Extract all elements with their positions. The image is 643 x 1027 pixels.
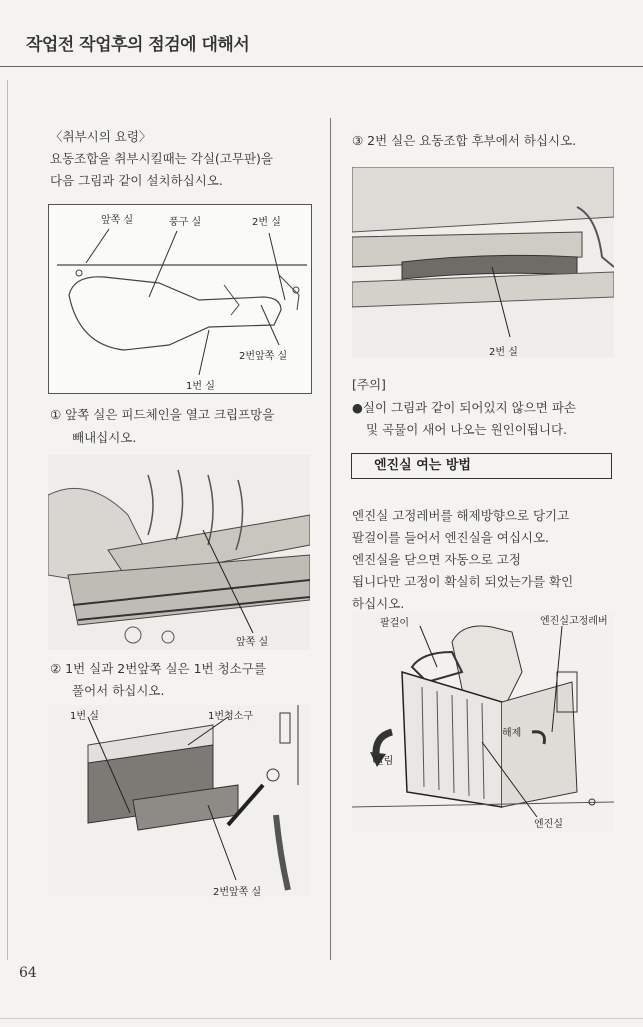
page-title: 작업전 작업후의 점검에 대해서 xyxy=(26,35,250,55)
step-1-line-2: 빼내십시오. xyxy=(72,430,137,445)
step-3-line: ③ 2번 실은 요동조합 후부에서 하십시오. xyxy=(352,133,577,148)
label-release: 해제 xyxy=(502,728,522,739)
seal-layout-diagram xyxy=(48,204,312,394)
label-lock-lever: 엔진실고정레버 xyxy=(540,616,608,627)
intro-line-2: 다음 그림과 같이 설치하십시오. xyxy=(50,173,223,188)
label-no2-front-seal: 2번앞쪽 실 xyxy=(239,351,288,362)
front-seal-photo xyxy=(48,455,310,650)
step-2-line-2: 풀어서 하십시오. xyxy=(72,683,165,698)
title-divider xyxy=(0,66,643,67)
step-2-line-1: ② 1번 실과 2번앞쪽 실은 1번 청소구를 xyxy=(50,661,266,676)
page-number: 64 xyxy=(19,965,37,981)
page-margin-line xyxy=(7,80,8,960)
body-line-1: 엔진실 고정레버를 해제방향으로 당기고 xyxy=(352,508,570,523)
label-no2-seal-photo: 2번 실 xyxy=(489,343,518,358)
cleanout-photo xyxy=(48,705,310,898)
label-cleanout: 1번청소구 xyxy=(208,711,254,722)
step-1-line-1: ① 앞쪽 실은 피드체인을 열고 크립프망을 xyxy=(50,407,275,422)
column-divider xyxy=(330,118,331,960)
label-no1-seal: 1번 실 xyxy=(186,381,215,392)
body-line-4: 됩니다만 고정이 확실히 되었는가를 확인 xyxy=(352,574,574,589)
caution-line-1: ●실이 그림과 같이 되어있지 않으면 파손 xyxy=(352,400,576,415)
label-engine-room: 엔진실 xyxy=(534,819,563,830)
label-no2-front-seal-photo: 2번앞쪽 실 xyxy=(213,883,261,898)
caution-line-2: 및 곡물이 새어 나오는 원인이됩니다. xyxy=(366,422,567,437)
label-armrest: 팔걸이 xyxy=(380,618,409,629)
engine-room-illustration xyxy=(352,612,614,832)
body-line-5: 하십시오. xyxy=(352,596,405,611)
body-line-2: 팔걸이를 들어서 엔진실을 여십시오. xyxy=(352,530,550,545)
intro-heading: 〈취부시의 요령〉 xyxy=(50,129,152,144)
label-no2-seal: 2번 실 xyxy=(252,217,281,228)
caution-heading: [주의] xyxy=(352,377,386,392)
label-open: 열림 xyxy=(374,756,394,767)
no2-seal-photo xyxy=(352,167,614,357)
label-tool-seal: 풍구 실 xyxy=(169,217,202,228)
label-no1-seal-photo: 1번 실 xyxy=(70,711,99,722)
label-front-seal: 앞쪽 실 xyxy=(101,215,134,226)
label-front-seal-photo: 앞쪽 실 xyxy=(236,633,268,648)
bottom-edge-line xyxy=(0,1018,643,1019)
body-line-3: 엔진실을 닫으면 자동으로 고정 xyxy=(352,552,521,567)
intro-line-1: 요동조합을 취부시킬때는 각실(고무판)을 xyxy=(50,151,273,166)
section-title: 엔진실 여는 방법 xyxy=(351,453,612,479)
